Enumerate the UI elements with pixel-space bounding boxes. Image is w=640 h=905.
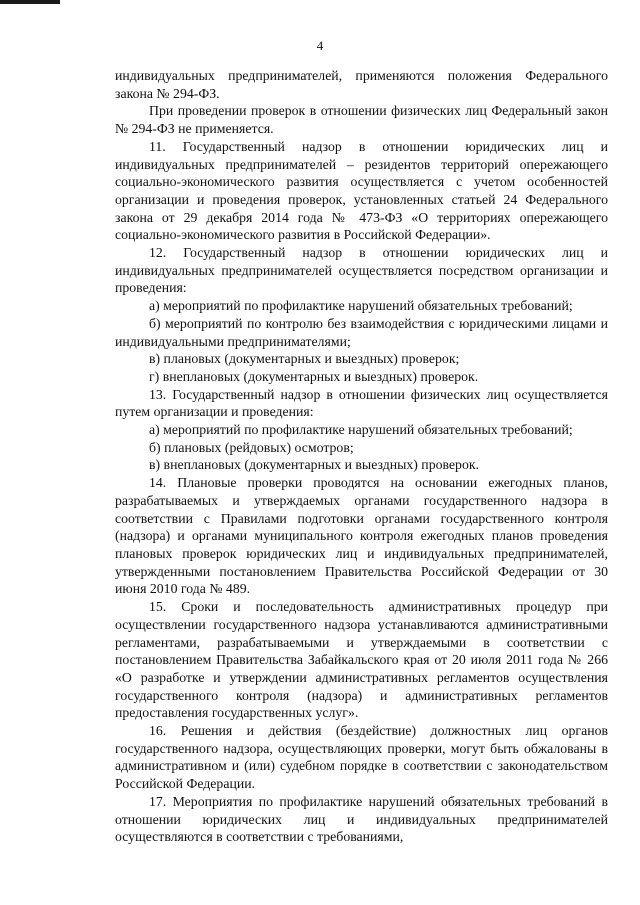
paragraph: 12. Государственный надзор в отношении юридических лиц и индивидуальных предпринимателей осуществляется посредством организации и проведения: [115, 245, 608, 296]
paragraph: б) мероприятий по контролю без взаимодействия с юридическими лицами и индивидуальными предпринимателями; [115, 315, 608, 349]
paragraph: а) мероприятий по профилактике нарушений обязательных требований; [149, 422, 573, 438]
document-body [115, 67, 608, 846]
paragraph: 11. Государственный надзор в отношении юридических лиц и индивидуальных предпринимателей – резидентов территорий опережающего социально-экономического развития осуществляется с учетом особенностей организации и проведения проверок, установленных статьей 24 Федерального закона от 29 декабря 2014 года № 473-ФЗ «О территориях опережающего социально-экономического развития в Российской Федерации». [115, 138, 608, 243]
paragraph: 13. Государственный надзор в отношении физических лиц осуществляется путем организации и проведения: [115, 386, 608, 420]
page-number: 4 [316, 38, 324, 53]
paragraph: 14. Плановые проверки проводятся на основании ежегодных планов, разрабатываемых и утверждаемых органами государственного надзора в соответствии с Правилами подготовки органами государственного контроля (надзора) и органами муниципального контроля ежегодных планов проведения плановых проверок юридических лиц и индивидуальных предпринимателей, утвержденными постановлением Правительства Российской Федерации от 30 июня 2010 года № 489. [115, 475, 608, 597]
paragraph: 15. Сроки и последовательность административных процедур при осуществлении государственного надзора устанавливаются административными регламентами, разрабатываемыми и утверждаемыми в соответствии с постановлением Правительства Забайкальского края от 20 июля 2011 года № 266 «О разработке и утверждении административных регламентов осуществления государственного контроля (надзора) и административных регламентов предоставления государственных услуг». [115, 599, 608, 721]
paragraph: б) плановых (рейдовых) осмотров; [149, 439, 354, 455]
top-edge-mark [0, 0, 60, 4]
paragraph: г) внеплановых (документарных и выездных) проверок. [149, 368, 479, 384]
paragraph: 16. Решения и действия (бездействие) должностных лиц органов государственного надзора, осуществляющих проверки, могут быть обжалованы в административном и (или) судебном порядке в соответствии с законодательством Российской Федерации. [115, 723, 608, 792]
paragraph: в) внеплановых (документарных и выездных) проверок. [149, 457, 479, 473]
paragraph: индивидуальных предпринимателей, применяются положения Федерального закона № 294-ФЗ. [115, 68, 608, 101]
paragraph: а) мероприятий по профилактике нарушений обязательных требований; [149, 298, 573, 314]
paragraph: в) плановых (документарных и выездных) проверок; [149, 351, 460, 367]
paragraph: При проведении проверок в отношении физических лиц Федеральный закон № 294-ФЗ не применяется. [115, 103, 608, 137]
paragraph: 17. Мероприятия по профилактике нарушений обязательных требований в отношении юридических лиц и индивидуальных предпринимателей осуществляются в соответствии с требованиями, [115, 793, 608, 845]
